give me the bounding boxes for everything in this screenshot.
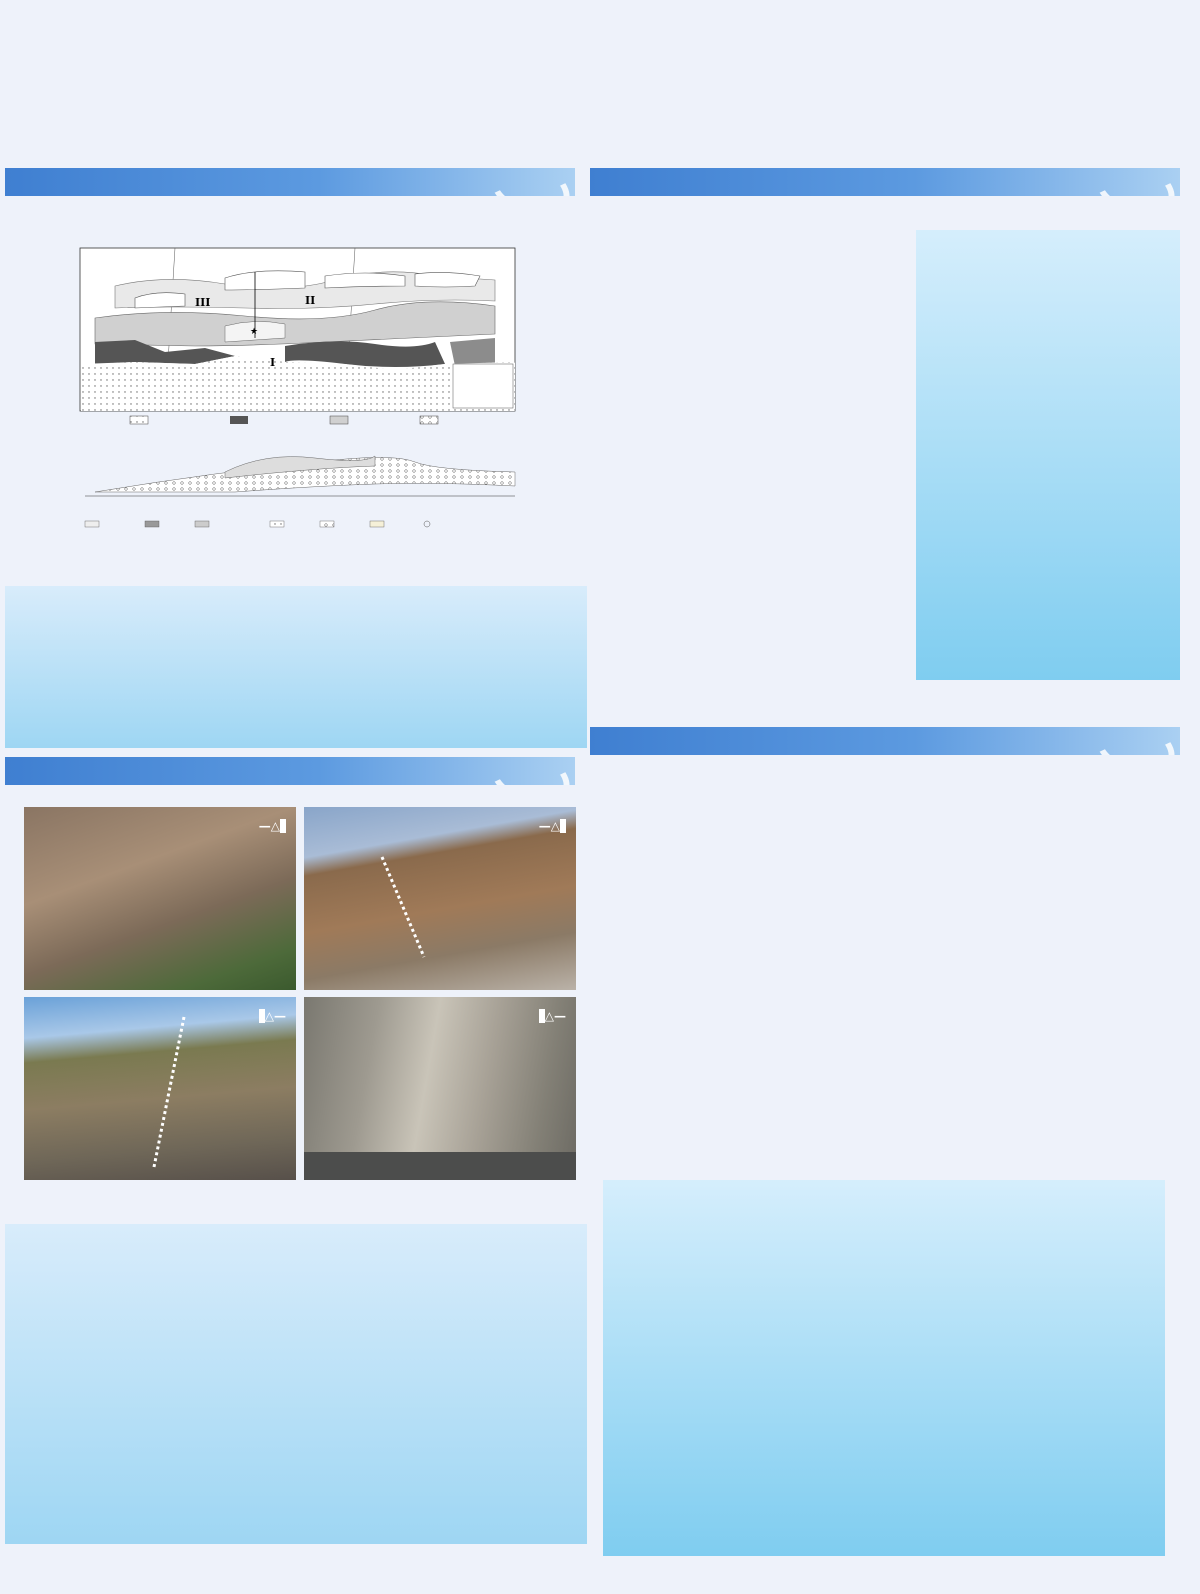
svg-text:★: ★ bbox=[250, 327, 259, 337]
wave-icon bbox=[1088, 168, 1180, 196]
regional-text-box bbox=[5, 586, 587, 748]
north-arrow-icon: —△ bbox=[259, 819, 286, 833]
strat-text-box bbox=[5, 1224, 587, 1544]
wave-icon bbox=[483, 757, 575, 785]
aft-text-box bbox=[603, 1180, 1165, 1556]
photo-b-outcrop bbox=[304, 807, 576, 990]
zircon-age-spectra-chart bbox=[594, 236, 914, 676]
affiliations bbox=[0, 137, 1200, 155]
wave-icon bbox=[1088, 727, 1180, 755]
section-header-regional bbox=[5, 168, 575, 196]
svg-text:III: III bbox=[195, 296, 211, 309]
photo-d-outcrop bbox=[304, 997, 576, 1180]
south-arrow-icon: △— bbox=[539, 1009, 566, 1023]
section-header-strat bbox=[5, 757, 575, 785]
wave-icon bbox=[483, 168, 575, 196]
svg-text:I: I bbox=[270, 356, 276, 369]
aft-lag-time-chart bbox=[600, 772, 1140, 1142]
paleozoic-range bbox=[81, 356, 515, 411]
svg-text:II: II bbox=[305, 294, 316, 307]
south-arrow-icon: —△ bbox=[539, 819, 566, 833]
zircon-text-box bbox=[916, 230, 1180, 680]
south-arrow-icon: △— bbox=[259, 1009, 286, 1023]
section-header-zircon bbox=[590, 168, 1180, 196]
section-header-aft bbox=[590, 727, 1180, 755]
geological-map-figure bbox=[75, 246, 520, 546]
photo-a-satellite bbox=[24, 807, 296, 990]
photo-c-outcrop bbox=[24, 997, 296, 1180]
